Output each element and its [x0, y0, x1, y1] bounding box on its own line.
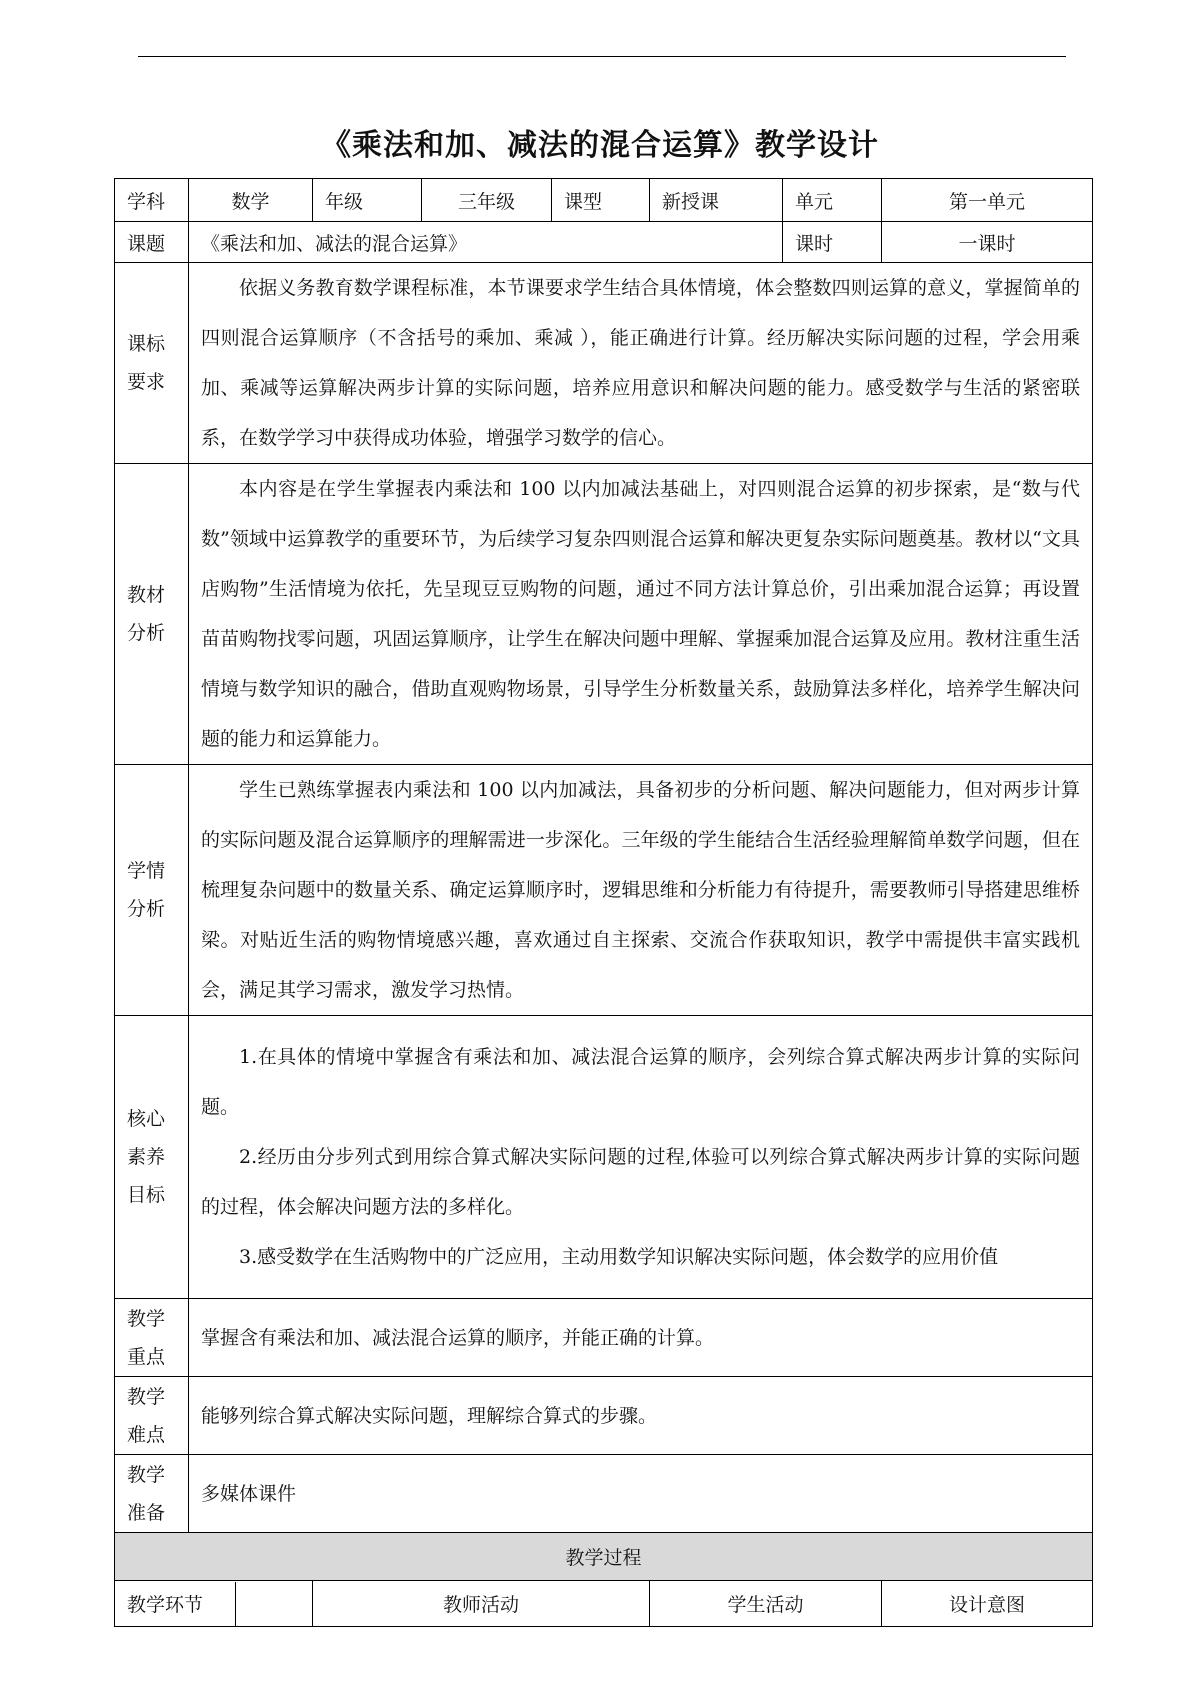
process-column-student: 学生活动 — [650, 1581, 882, 1627]
material-label: 教材 分析 — [115, 464, 189, 765]
goals-text-cell — [189, 1016, 1093, 1299]
topic-label: 课题 — [115, 222, 189, 263]
standards-row — [115, 263, 1093, 464]
subject-value: 数学 — [189, 179, 313, 222]
goals-row — [115, 1016, 1093, 1299]
goal-item: 2.经历由分步列式到用综合算式解决实际问题的过程,体验可以列综合算式解决两步计算的实际问题的过程，体会解决问题方法的多样化。 — [201, 1146, 1080, 1218]
preparation-row — [115, 1455, 1093, 1533]
key-points-text: 掌握含有乘法和加、减法混合运算的顺序，并能正确的计算。 — [189, 1299, 1093, 1377]
difficulties-label: 教学 难点 — [115, 1377, 189, 1455]
process-columns-row — [115, 1581, 1093, 1627]
preparation-text: 多媒体课件 — [189, 1455, 1093, 1533]
difficulties-text: 能够列综合算式解决实际问题，理解综合算式的步骤。 — [189, 1377, 1093, 1455]
document-title: 《乘法和加、减法的混合运算》教学设计 — [321, 128, 879, 163]
preparation-label: 教学 准备 — [115, 1455, 189, 1533]
goals-label: 核心 素养 目标 — [115, 1016, 189, 1299]
standards-text-cell — [189, 263, 1093, 464]
topic-row — [115, 222, 1093, 263]
topic-value: 《乘法和加、减法的混合运算》 — [189, 222, 783, 263]
material-text-cell — [189, 464, 1093, 765]
grade-label: 年级 — [313, 179, 422, 222]
unit-label: 单元 — [783, 179, 882, 222]
students-label: 学情 分析 — [115, 765, 189, 1016]
goal-item: 3.感受数学在生活购物中的广泛应用，主动用数学知识解决实际问题，体会数学的应用价值 — [239, 1246, 999, 1268]
period-value: 一课时 — [882, 222, 1093, 263]
process-header-row — [115, 1533, 1093, 1581]
process-column-teacher: 教师活动 — [313, 1581, 650, 1627]
students-text: 学生已熟练掌握表内乘法和 100 以内加减法，具备初步的分析问题、解决问题能力，但对两步计算的实际问题及混合运算顺序的理解需进一步深化。三年级的学生能结合生活经验理解简单数学问题，但在梳理复杂问题中的数量关系、确定运算顺序时，逻辑思维和分析能力有待提升，需要教师引导搭建思维桥梁。对贴近生活的购物情境感兴趣，喜欢通过自主探索、交流合作获取知识，教学中需提供丰富实践机会，满足其学习需求，激发学习热情。 — [201, 779, 1080, 1001]
students-text-cell — [189, 765, 1093, 1016]
period-label: 课时 — [783, 222, 882, 263]
process-column-intent: 设计意图 — [882, 1581, 1093, 1627]
key-points-row — [115, 1299, 1093, 1377]
difficulties-row — [115, 1377, 1093, 1455]
type-value: 新授课 — [650, 179, 783, 222]
material-row — [115, 464, 1093, 765]
grade-value: 三年级 — [422, 179, 552, 222]
standards-label: 课标 要求 — [115, 263, 189, 464]
standards-text: 依据义务教育数学课程标准，本节课要求学生结合具体情境，体会整数四则运算的意义，掌握简单的四则混合运算顺序（不含括号的乘加、乘减 ），能正确进行计算。经历解决实际问题的过程，学会用乘加、乘减等运算解决两步计算的实际问题，培养应用意识和解决问题的能力。感受数学与生活的紧密联系，在数学学习中获得成功体验，增强学习数学的信心。 — [201, 277, 1080, 449]
subject-label: 学科 — [115, 179, 189, 222]
goal-item: 1.在具体的情境中掌握含有乘法和加、减法混合运算的顺序，会列综合算式解决两步计算的实际问题。 — [201, 1046, 1080, 1118]
header-rule — [138, 56, 1066, 57]
material-text: 本内容是在学生掌握表内乘法和 100 以内加减法基础上，对四则混合运算的初步探索，是“数与代数”领域中运算教学的重要环节，为后续学习复杂四则混合运算和解决更复杂实际问题奠基。教材以“文具店购物”生活情境为依托，先呈现豆豆购物的问题，通过不同方法计算总价，引出乘加混合运算；再设置苗苗购物找零问题，巩固运算顺序，让学生在解决问题中理解、掌握乘加混合运算及应用。教材注重生活情境与数学知识的融合，借助直观购物场景，引导学生分析数量关系，鼓励算法多样化，培养学生解决问题的能力和运算能力。 — [201, 478, 1080, 750]
type-label: 课型 — [552, 179, 650, 222]
process-header: 教学过程 — [115, 1533, 1093, 1581]
info-row — [115, 179, 1093, 222]
lesson-plan-table — [114, 178, 1093, 1627]
students-row — [115, 765, 1093, 1016]
process-column-stage: 教学环节 — [115, 1582, 236, 1626]
unit-value: 第一单元 — [882, 179, 1093, 222]
key-points-label: 教学 重点 — [115, 1299, 189, 1377]
